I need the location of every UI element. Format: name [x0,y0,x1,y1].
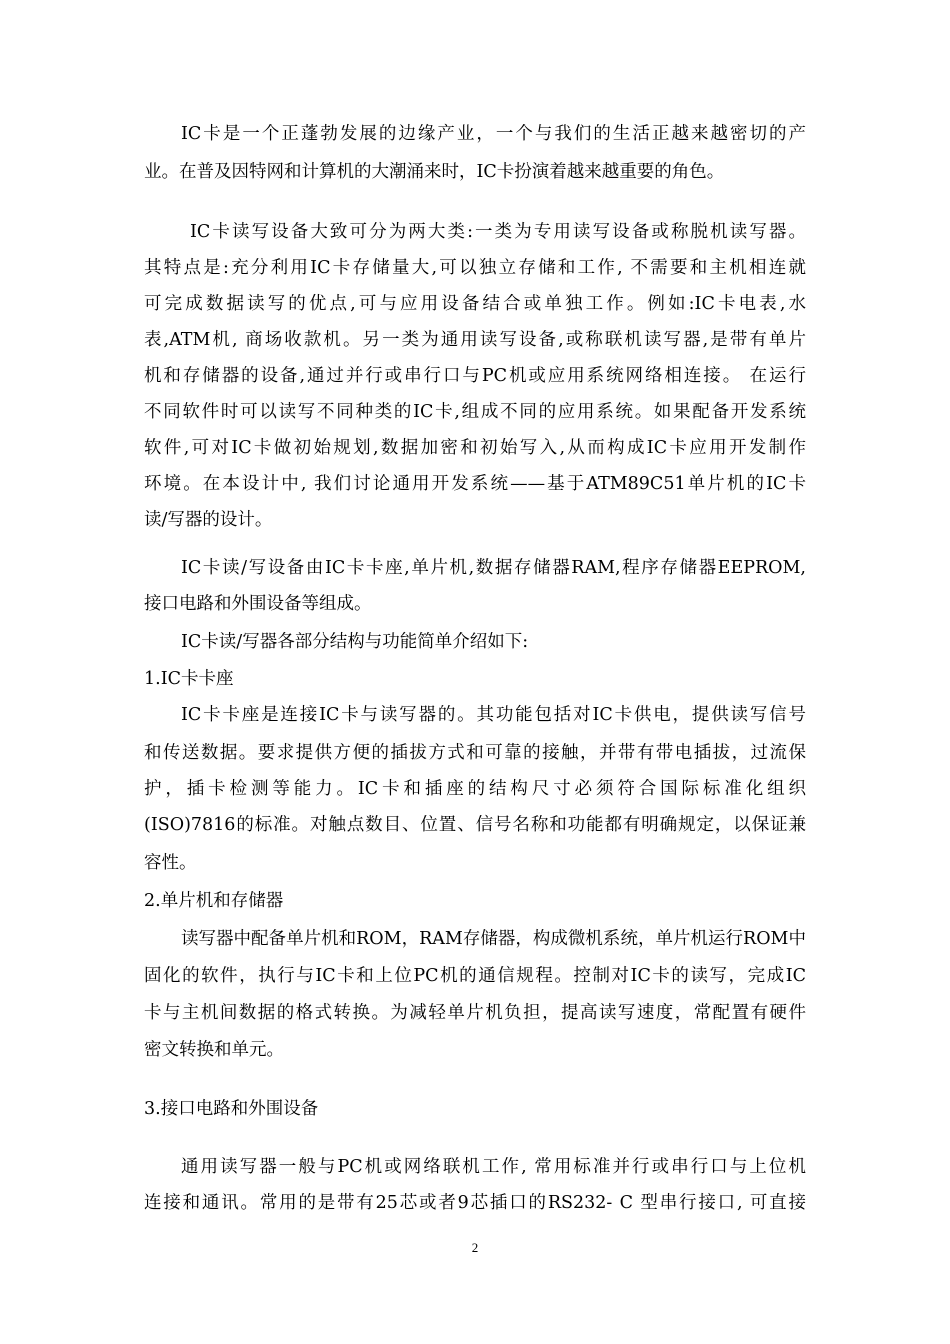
paragraph-1-line-2: 业。在普及因特网和计算机的大潮涌来时，IC卡扮演着越来越重要的角色。 [144,162,725,182]
paragraph-6-line-2: 固化的软件，执行与IC卡和上位PC机的通信规程。控制对IC卡的读写，完成IC [144,966,806,986]
paragraph-2-line-6: 不同软件时可以读写不同种类的IC卡,组成不同的应用系统。如果配备开发系统 [144,402,806,422]
paragraph-5-line-2: 和传送数据。要求提供方便的插拔方式和可靠的接触，并带有带电插拔，过流保 [144,743,806,763]
paragraph-7-line-1: 通用读写器一般与PC机或网络联机工作, 常用标准并行或串行口与上位机 [181,1157,806,1177]
section-heading-3: 3.接口电路和外围设备 [144,1099,319,1119]
paragraph-2-line-4: 表,ATM机, 商场收款机。另一类为通用读写设备,或称联机读写器,是带有单片 [144,330,806,350]
paragraph-2-line-3: 可完成数据读写的优点,可与应用设备结合或单独工作。例如:IC卡电表,水 [144,294,806,314]
paragraph-5-line-4: (ISO)7816的标准。对触点数目、位置、信号名称和功能都有明确规定，以保证兼 [144,815,806,835]
paragraph-5-line-3: 护，插卡检测等能力。IC卡和插座的结构尺寸必须符合国际标准化组织 [144,779,806,799]
section-heading-1: 1.IC卡卡座 [144,669,234,689]
paragraph-7-line-2: 连接和通讯。常用的是带有25芯或者9芯插口的RS232- C 型串行接口, 可直接 [144,1193,806,1213]
paragraph-6-line-4: 密文转换和单元。 [144,1040,284,1060]
paragraph-1-line-1: IC卡是一个正蓬勃发展的边缘产业，一个与我们的生活正越来越密切的产 [181,124,806,144]
paragraph-2-line-2: 其特点是:充分利用IC卡存储量大,可以独立存储和工作, 不需要和主机相连就 [144,258,806,278]
paragraph-6-line-1: 读写器中配备单片机和ROM，RAM存储器，构成微机系统，单片机运行ROM中 [181,929,806,949]
paragraph-2-line-1: IC卡读写设备大致可分为两大类:一类为专用读写设备或称脱机读写器。 [190,222,806,242]
paragraph-4: IC卡读/写器各部分结构与功能简单介绍如下: [181,632,529,652]
section-heading-2: 2.单片机和存储器 [144,891,284,911]
page-number: 2 [471,1240,479,1255]
paragraph-3-line-1: IC卡读/写设备由IC卡卡座,单片机,数据存储器RAM,程序存储器EEPROM, [181,558,806,578]
paragraph-2-line-7: 软件,可对IC卡做初始规划,数据加密和初始写入,从而构成IC卡应用开发制作 [144,438,806,458]
paragraph-2-line-5: 机和存储器的设备,通过并行或串行口与PC机或应用系统网络相连接。 在运行 [144,366,806,386]
paragraph-2-line-9: 读/写器的设计。 [144,510,273,530]
paragraph-5-line-5: 容性。 [144,853,197,873]
paragraph-5-line-1: IC卡卡座是连接IC卡与读写器的。其功能包括对IC卡供电，提供读写信号 [181,705,806,725]
paragraph-3-line-2: 接口电路和外围设备等组成。 [144,594,372,614]
paragraph-2-line-8: 环境。在本设计中, 我们讨论通用开发系统——基于ATM89C51单片机的IC卡 [144,474,806,494]
paragraph-6-line-3: 卡与主机间数据的格式转换。为减轻单片机负担，提高读写速度，常配置有硬件 [144,1003,806,1023]
